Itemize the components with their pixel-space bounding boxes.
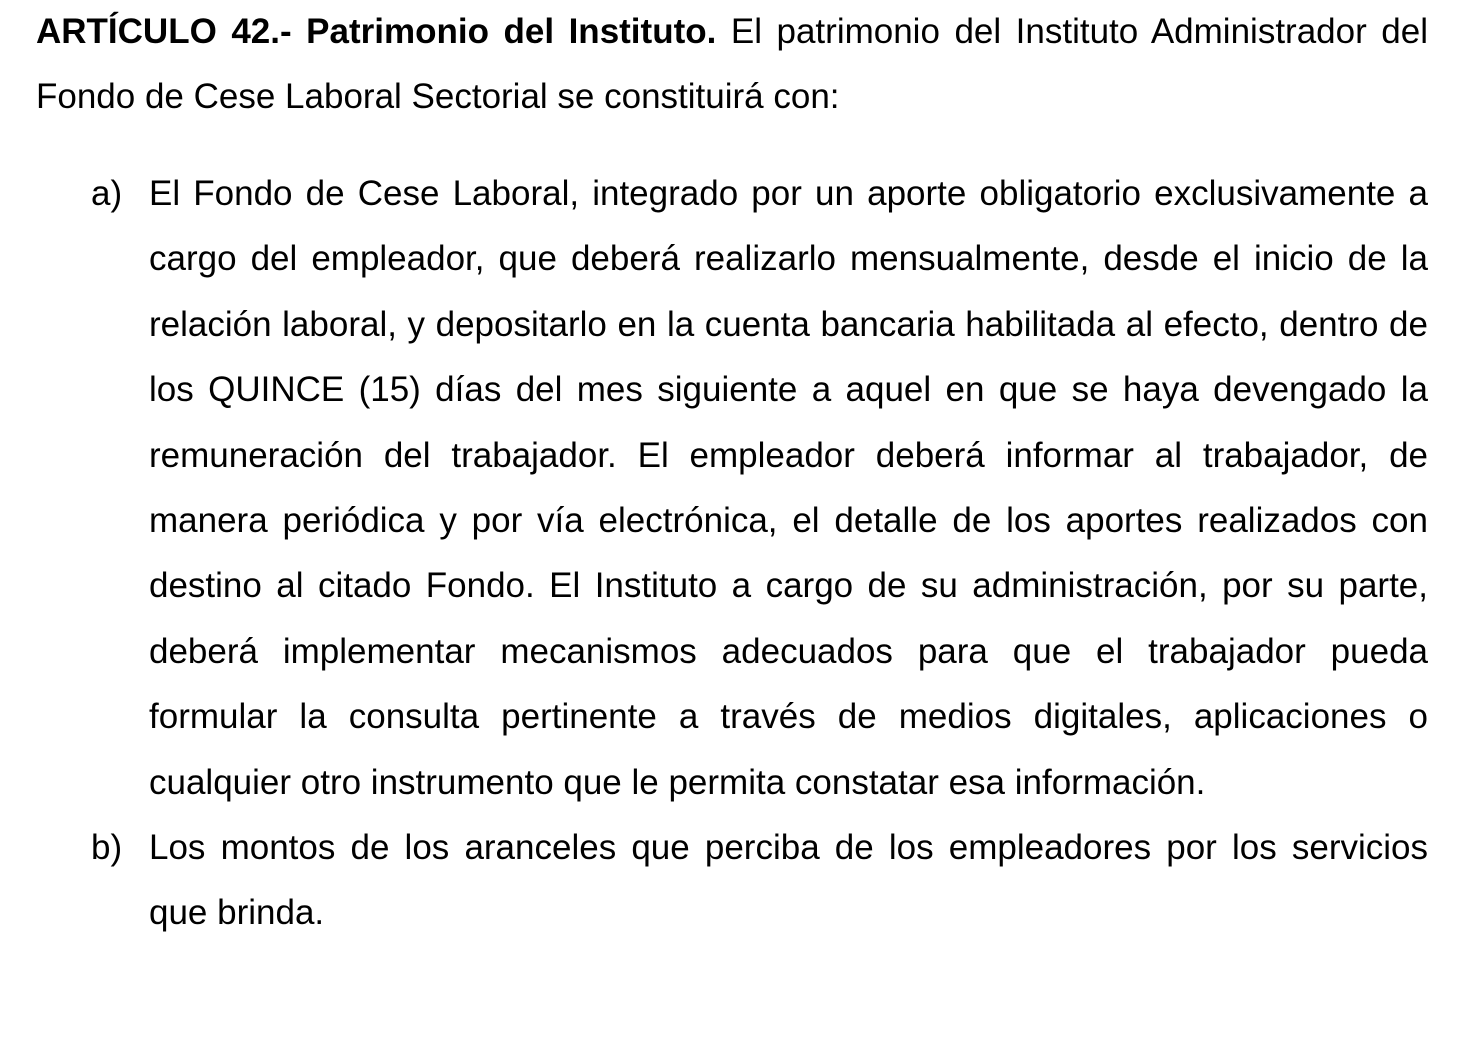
article-paragraph (36, 0, 1428, 129)
list-item-text: Los montos de los aranceles que perciba de los empleadores por los servicios que brinda. (149, 828, 1428, 933)
list-item-marker: a) (91, 174, 123, 213)
list-item (36, 161, 1428, 815)
list-item-marker: b) (91, 828, 123, 868)
document-page (36, 0, 1428, 946)
article-heading: ARTÍCULO 42.- Patrimonio del Instituto. (36, 12, 717, 51)
article-intro-text: El patrimonio del Instituto Administrador del Fondo de Cese Laboral Sectorial se constituirá con: (36, 12, 1428, 116)
list-item-text: El Fondo de Cese Laboral, integrado por un aporte obligatorio exclusivamente a cargo del empleador, que deberá realizarlo mensualmente, desde el inicio de la relación laboral, y depositarlo en la cuenta bancaria habilitada al efecto, dentro de los QUINCE (15) días del mes siguiente a aquel en que se haya devengado la remuneración del trabajador. El empleador deberá informar al trabajador, de manera periódica y por vía electrónica, el detalle de los aportes realizados con destino al citado Fondo. El Instituto a cargo de su administración, por su parte, deberá implementar mecanismos adecuados para que el trabajador pueda formular la consulta pertinente a través de medios digitales, aplicaciones o cualquier otro instrumento que le permita constatar esa información. (149, 174, 1428, 802)
article-item-list (36, 161, 1428, 946)
list-item (36, 815, 1428, 946)
